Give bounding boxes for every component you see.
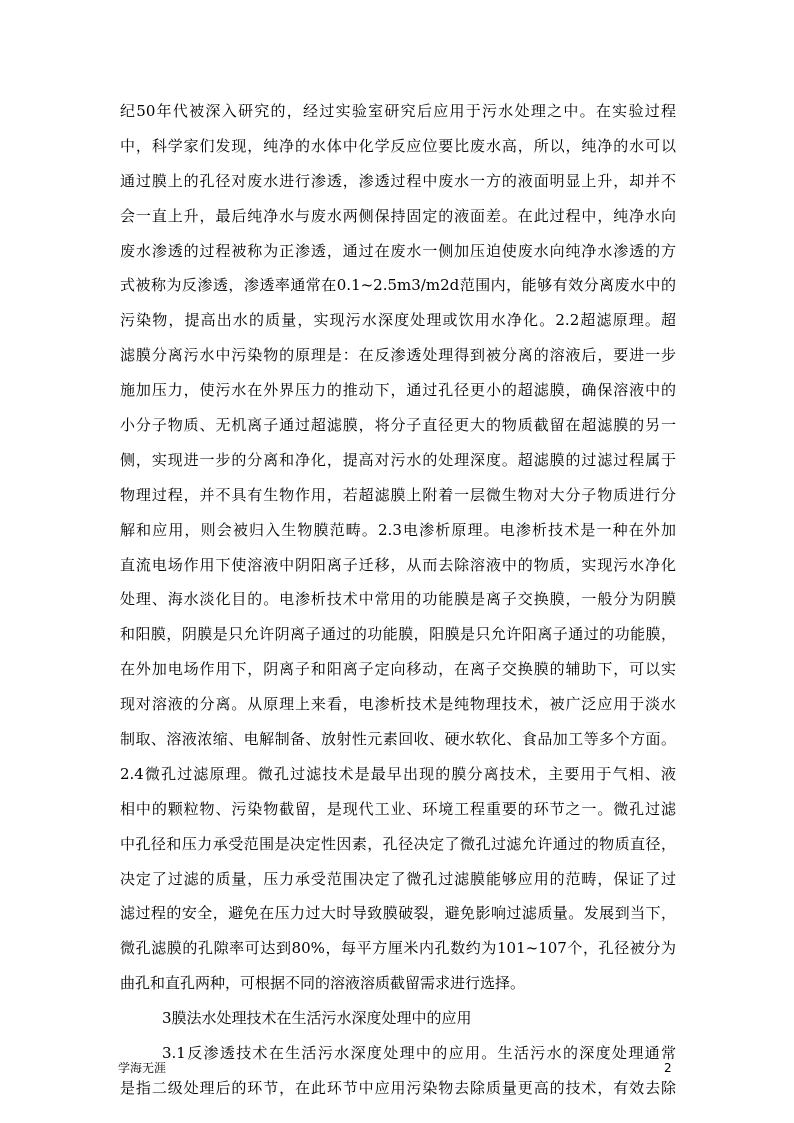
text-line: 在外加电场作用下，阴离子和阳离子定向移动，在离子交换膜的辅助下，可以实 (120, 660, 676, 679)
section-heading: 3膜法水处理技术在生活污水深度处理中的应用 (162, 1009, 472, 1028)
subsection-first-line: 3.1反渗透技术在生活污水深度处理中的应用。生活污水的深度处理通常 (162, 1044, 676, 1063)
text-line: 决定了过滤的质量，压力承受范围决定了微孔过滤膜能够应用的范畴，保证了过 (120, 869, 676, 888)
text-line: 相中的颗粒物、污染物截留，是现代工业、环境工程重要的环节之一。微孔过滤 (120, 799, 676, 818)
text-line: 微孔滤膜的孔隙率可达到80%，每平方厘米内孔数约为101~107个，孔径被分为 (120, 939, 676, 958)
text-line: 现对溶液的分离。从原理上来看，电渗析技术是纯物理技术，被广泛应用于淡水 (120, 695, 676, 714)
text-line: 和阳膜，阴膜是只允许阴离子通过的功能膜，阳膜是只允许阳离子通过的功能膜， (120, 625, 676, 644)
text-line: 2.4微孔过滤原理。微孔过滤技术是最早出现的膜分离技术，主要用于气相、液 (120, 764, 676, 783)
text-line: 会一直上升，最后纯净水与废水两侧保持固定的液面差。在此过程中，纯净水向 (120, 206, 676, 225)
text-line: 滤膜分离污水中污染物的原理是：在反渗透处理得到被分离的溶液后，要进一步 (120, 346, 676, 365)
text-line: 制取、溶液浓缩、电解制备、放射性元素回收、硬水软化、食品加工等多个方面。 (120, 730, 676, 749)
footer-left-text: 学海无涯 (118, 1061, 167, 1075)
document-body (120, 94, 676, 1106)
text-line: 滤过程的安全，避免在压力过大时导致膜破裂，避免影响过滤质量。发展到当下， (120, 904, 676, 923)
text-line: 中，科学家们发现，纯净的水体中化学反应位要比废水高，所以，纯净的水可以 (120, 136, 676, 155)
text-line: 直流电场作用下使溶液中阴阳离子迁移，从而去除溶液中的物质，实现污水净化 (120, 555, 676, 574)
text-line: 小分子物质、无机离子通过超滤膜，将分子直径更大的物质截留在超滤膜的另一 (120, 416, 676, 435)
text-line: 污染物，提高出水的质量，实现污水深度处理或饮用水净化。2.2超滤原理。超 (120, 311, 676, 330)
text-line: 解和应用，则会被归入生物膜范畴。2.3电渗析原理。电渗析技术是一种在外加 (120, 520, 676, 539)
text-line: 施加压力，使污水在外界压力的推动下，通过孔径更小的超滤膜，确保溶液中的 (120, 381, 676, 400)
text-line: 式被称为反渗透，渗透率通常在0.1~2.5m3/m2d范围内，能够有效分离废水中的 (120, 276, 676, 295)
text-line: 曲孔和直孔两种，可根据不同的溶液溶质截留需求进行选择。 (120, 974, 526, 993)
text-line: 是指二级处理后的环节，在此环节中应用污染物去除质量更高的技术，有效去除 (120, 1078, 676, 1097)
text-line: 处理、海水淡化目的。电渗析技术中常用的功能膜是离子交换膜，一般分为阴膜 (120, 590, 676, 609)
page-number: 2 (664, 1061, 672, 1075)
text-line: 纪50年代被深入研究的，经过实验室研究后应用于污水处理之中。在实验过程 (120, 102, 676, 120)
text-line: 物理过程，并不具有生物作用，若超滤膜上附着一层微生物对大分子物质进行分 (120, 485, 676, 504)
text-line: 通过膜上的孔径对废水进行渗透，渗透过程中废水一方的液面明显上升，却并不 (120, 171, 676, 190)
text-line: 废水渗透的过程被称为正渗透，通过在废水一侧加压迫使废水向纯净水渗透的方 (120, 241, 676, 260)
text-line: 中孔径和压力承受范围是决定性因素，孔径决定了微孔过滤允许通过的物质直径， (120, 834, 676, 853)
text-line: 侧，实现进一步的分离和净化，提高对污水的处理深度。超滤膜的过滤过程属于 (120, 450, 676, 469)
